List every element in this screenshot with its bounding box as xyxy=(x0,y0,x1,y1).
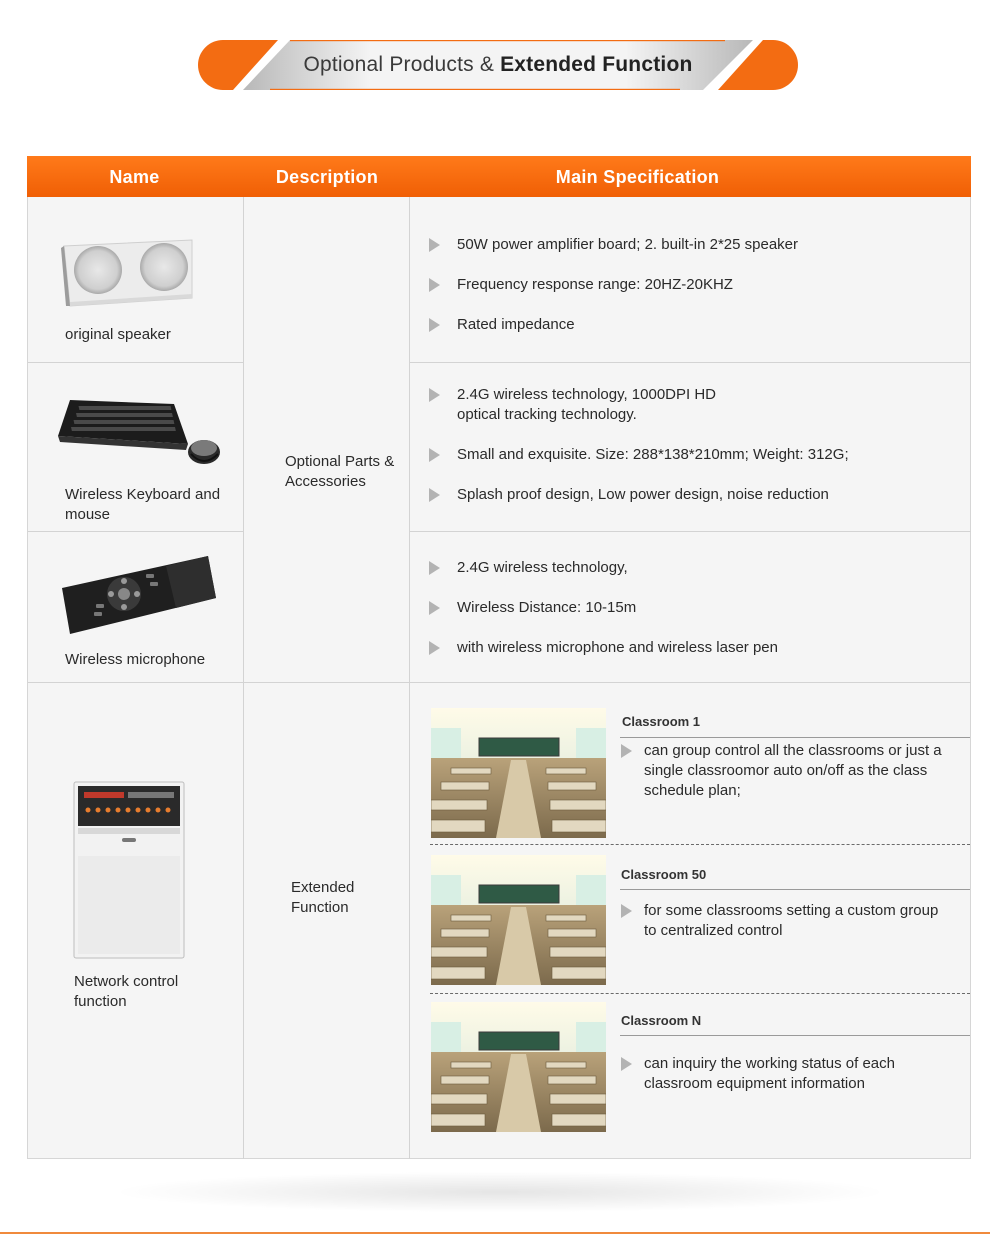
column-divider xyxy=(409,197,410,1159)
bullet-arrow-icon xyxy=(621,904,632,918)
spec-item: Small and exquisite. Size: 288*138*210mm; Weight: 312G; xyxy=(457,446,849,463)
spec-item: Rated impedance xyxy=(457,316,575,333)
bullet-arrow-icon xyxy=(429,641,440,655)
classroom-text: for some classrooms setting a custom group to centralized control xyxy=(644,902,939,939)
speaker-icon xyxy=(58,236,198,308)
classroom-text: can inquiry the working status of each classroom equipment information xyxy=(644,1055,895,1092)
row-divider xyxy=(28,682,971,683)
classroom-title: Classroom 1 xyxy=(622,714,701,729)
table-header xyxy=(27,156,971,197)
spec-item: Wireless Distance: 10-15m xyxy=(457,599,637,616)
bullet-arrow-icon xyxy=(429,561,440,575)
product-name: Network control function xyxy=(74,973,179,1010)
bullet-arrow-icon xyxy=(429,601,440,615)
header-spec: Main Specification xyxy=(555,167,720,187)
products-table xyxy=(27,156,971,1159)
spec-item: 2.4G wireless technology, xyxy=(457,559,628,576)
optional-description: Optional Parts & Accessories xyxy=(285,453,395,490)
network-controller-icon xyxy=(72,780,186,960)
classroom-image-icon xyxy=(431,1002,606,1132)
row-divider xyxy=(409,362,971,363)
dashed-divider xyxy=(430,844,970,845)
column-divider xyxy=(243,197,244,1159)
banner-title xyxy=(198,40,798,90)
spec-item: 50W power amplifier board; 2. built-in 2*25 speaker xyxy=(457,236,799,253)
bullet-arrow-icon xyxy=(429,318,440,332)
spec-item: 2.4G wireless technology, 1000DPI HD optical tracking technology. xyxy=(457,386,717,423)
product-name: Wireless microphone xyxy=(65,651,206,668)
floor-shadow xyxy=(120,1172,880,1212)
row-divider xyxy=(409,531,971,532)
banner-title-bold: Extended Function xyxy=(500,53,693,76)
classroom-underline xyxy=(620,1035,970,1036)
dashed-divider xyxy=(430,993,970,994)
extended-description: Extended Function xyxy=(291,879,355,916)
classroom-underline xyxy=(620,889,970,890)
bottom-accent-line xyxy=(0,1232,990,1234)
bullet-arrow-icon xyxy=(429,448,440,462)
classroom-title: Classroom 50 xyxy=(621,867,707,882)
spec-item: with wireless microphone and wireless laser pen xyxy=(457,639,778,656)
wireless-microphone-icon xyxy=(58,552,218,636)
product-name: Wireless Keyboard and mouse xyxy=(65,486,221,523)
product-name: original speaker xyxy=(65,326,171,343)
banner-title-light: Optional Products & xyxy=(303,53,501,76)
section-banner xyxy=(198,40,798,90)
bullet-arrow-icon xyxy=(429,488,440,502)
bullet-arrow-icon xyxy=(621,744,632,758)
spec-item: Frequency response range: 20HZ-20KHZ xyxy=(457,276,733,293)
bullet-arrow-icon xyxy=(621,1057,632,1071)
classroom-image-icon xyxy=(431,708,606,838)
bullet-arrow-icon xyxy=(429,278,440,292)
row-divider xyxy=(28,531,243,532)
classroom-text: can group control all the classrooms or just a single classroomor auto on/off as the class schedule plan; xyxy=(644,742,942,799)
bullet-arrow-icon xyxy=(429,238,440,252)
keyboard-mouse-icon xyxy=(56,394,226,472)
classroom-title: Classroom N xyxy=(621,1013,702,1028)
header-name: Name xyxy=(109,167,160,187)
header-description: Description xyxy=(275,167,379,187)
classroom-image-icon xyxy=(431,855,606,985)
bullet-arrow-icon xyxy=(429,388,440,402)
row-divider xyxy=(28,362,243,363)
classroom-underline xyxy=(620,737,970,738)
spec-item: Splash proof design, Low power design, noise reduction xyxy=(457,486,829,503)
